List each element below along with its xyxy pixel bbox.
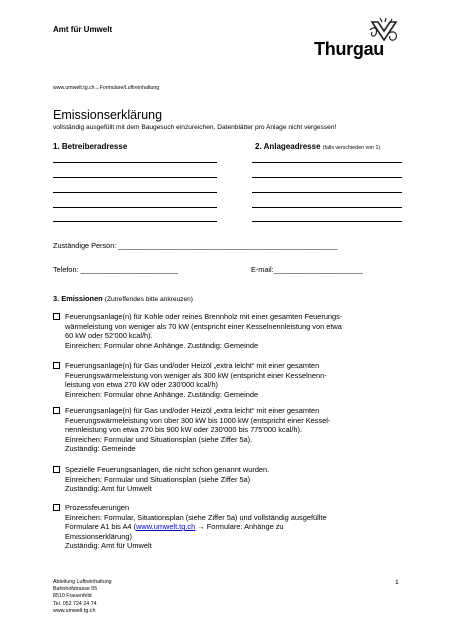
operator-address-line[interactable]	[53, 162, 217, 163]
emission-option	[53, 503, 413, 553]
emission-option-text: Feuerungsanlage(n) für Gas und/oder Heizöl „extra leicht“ mit einer gesamten Feuerungswärmeleistung von weniger als 300 kW (entspricht einer Kesselnenn- leistung von etwa 270 kW oder 230'000 kcal/h) Einreichen: Formular ohne Anhänge. Zuständig: Gemeinde	[65, 361, 327, 399]
operator-address-line[interactable]	[53, 192, 217, 193]
emission-option-text: Feuerungsanlage(n) für Kohle oder reines Brennholz mit einer gesamten Feuerungs- wärmeleistung von weniger als 70 kW (entspricht einer Kesselnennleistung von etwa 60 kW oder 52'000 kcal/h). Einreichen: Formular ohne Anhänge. Zuständig: Gemeinde	[65, 312, 343, 350]
emission-option	[53, 465, 413, 495]
org-name: Amt für Umwelt	[53, 25, 113, 34]
footer-address: Abteilung Luftreinhaltung Bahnhofstrasse 55 8510 Frauenfeld Tel. 052 724 24 74 www.umwelt.tg.ch	[53, 579, 112, 614]
emission-checkbox[interactable]	[53, 362, 60, 369]
emission-checkbox[interactable]	[53, 407, 60, 414]
section-emissions-note: (Zutreffendes bitte ankreuzen)	[104, 296, 193, 303]
email-field[interactable]: E-mail:______________________	[251, 265, 363, 274]
breadcrumb: www.umwelt.tg.ch→Formulare/Luftreinhaltung	[53, 85, 160, 91]
plant-address-line[interactable]	[252, 162, 402, 163]
operator-address-line[interactable]	[53, 221, 217, 222]
emission-option	[53, 406, 413, 456]
emission-option	[53, 312, 413, 352]
section-plant-address-label: 2. Anlageadresse	[255, 142, 321, 151]
emission-option	[53, 361, 413, 401]
operator-address-line[interactable]	[53, 207, 217, 208]
responsible-person-field[interactable]: Zuständige Person: ______________________________________________________	[53, 241, 338, 250]
emission-option-text: Feuerungsanlage(n) für Gas und/oder Heizöl „extra leicht“ mit einer gesamten Feuerungswärmeleistung von über 300 kW bis 1000 kW (entspricht einer Kessel- nennleistung von etwa 270 bis 900 kW oder 230'000 bis 775'000 kcal/h). Einreichen: Formular und Situationsplan (siehe Ziffer 5a). Zuständig: Gemeinde	[65, 406, 331, 453]
operator-address-line[interactable]	[53, 177, 217, 178]
section-plant-address-note: (falls verschieden von 1)	[322, 145, 381, 151]
logo-text: Thurgau	[314, 39, 384, 59]
section-emissions	[53, 294, 193, 303]
section-emissions-label: 3. Emissionen	[53, 294, 103, 303]
emission-option-text: Spezielle Feuerungsanlagen, die nicht schon genannt wurden. Einreichen: Formular und Situationsplan (siehe Ziffer 5a) Zuständig: Amt für Umwelt	[65, 465, 270, 493]
emission-option-text: Prozessfeuerungen Einreichen: Formular, Situationsplan (siehe Ziffer 5a) und vollständig ausgefüllte Formulare A1 bis A4 (www.umwelt.tg.ch → Formulare: Anhänge zu Emissionserklärung) Zuständig: Amt für Umwelt	[65, 503, 327, 550]
telefon-field[interactable]: Telefon: ________________________	[53, 265, 178, 274]
page-subtitle: vollständig ausgefüllt mit dem Baugesuch einzureichen, Datenblätter pro Anlage nicht vergessen!	[53, 124, 337, 131]
page-number: 1	[395, 579, 399, 586]
umwelt-link[interactable]: www.umwelt.tg.ch	[136, 522, 196, 531]
plant-address-line[interactable]	[252, 207, 402, 208]
thurgau-logo	[292, 16, 402, 62]
plant-address-line[interactable]	[252, 177, 402, 178]
plant-address-line[interactable]	[252, 192, 402, 193]
plant-address-line[interactable]	[252, 221, 402, 222]
emission-checkbox[interactable]	[53, 313, 60, 320]
page-title: Emissionserklärung	[53, 108, 163, 122]
section-operator-address	[53, 142, 127, 151]
emission-checkbox[interactable]	[53, 466, 60, 473]
section-operator-address-label: 1. Betreiberadresse	[53, 142, 128, 151]
section-plant-address	[255, 142, 380, 151]
emission-checkbox[interactable]	[53, 504, 60, 511]
